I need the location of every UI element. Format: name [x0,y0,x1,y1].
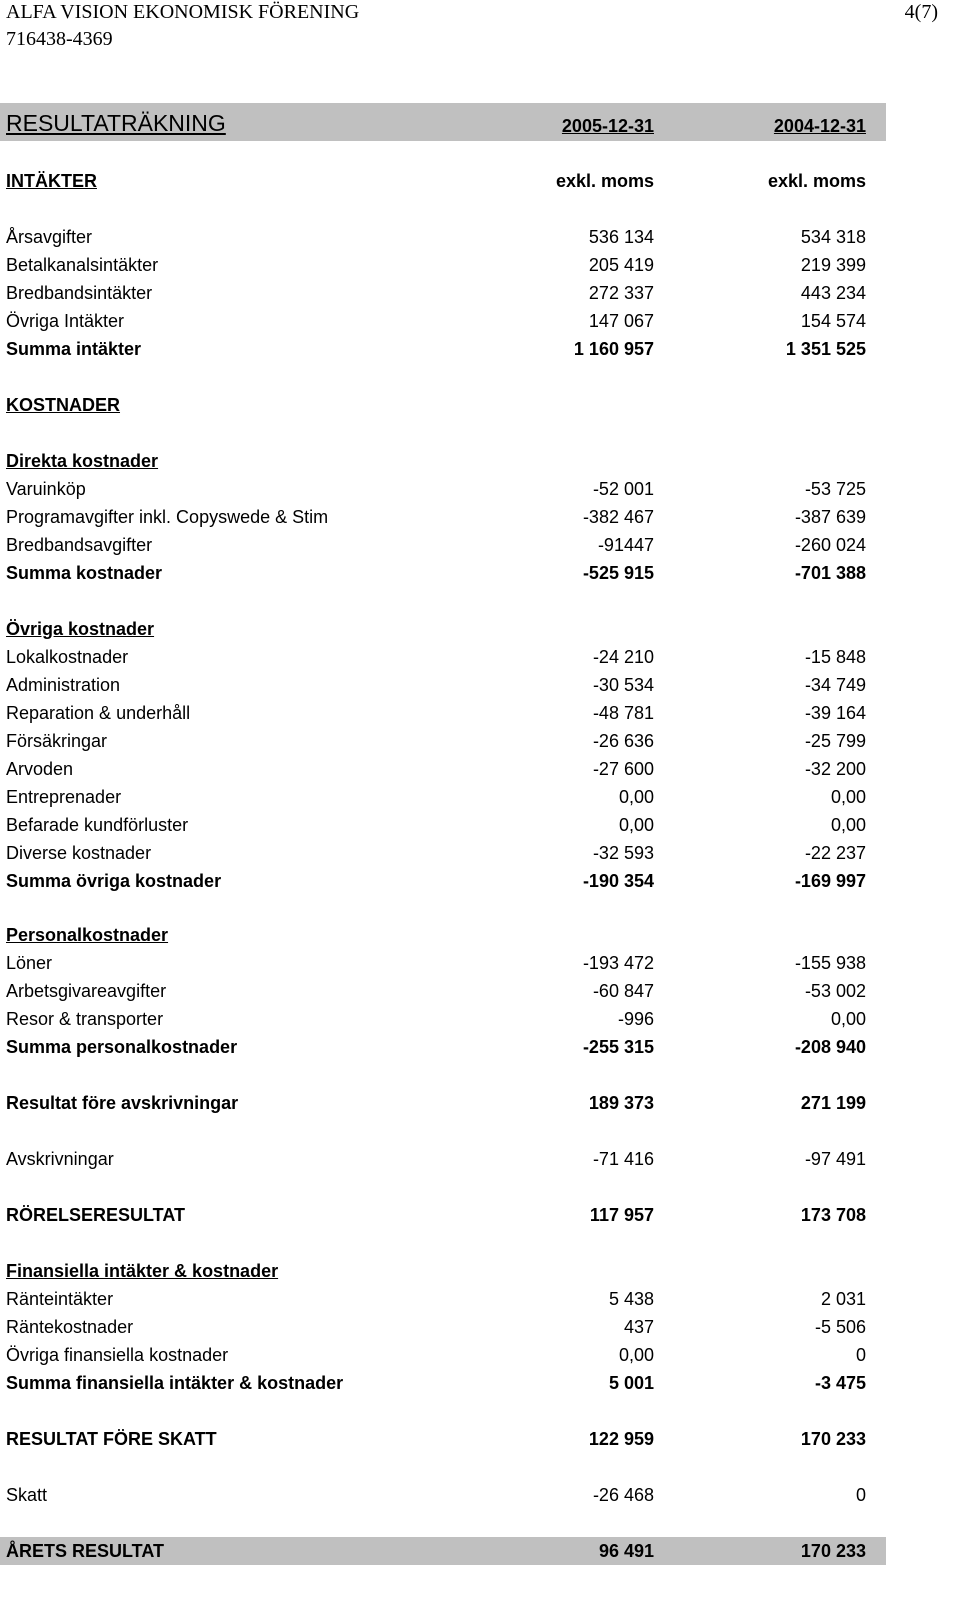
value-2005: 272 337 [588,283,654,303]
row-spacer [0,1509,886,1537]
table-row [0,1537,886,1565]
table-row [0,1145,886,1173]
row-spacer [0,895,886,921]
page-number: 4(7) [904,1,938,23]
table-row [0,1201,886,1229]
row-label: KOSTNADER [6,395,121,415]
value-2005: 0,00 [618,787,654,807]
value-2004: 170 233 [800,1541,866,1561]
value-2004: -5 506 [814,1317,866,1337]
value-2004: 219 399 [800,255,866,275]
row-label: Löner [6,953,53,973]
table-row [0,671,886,699]
value-2005: -32 593 [592,843,654,863]
row-spacer [0,1397,886,1425]
row-label: Diverse kostnader [6,843,152,863]
value-2004: 0 [855,1345,866,1365]
value-2004: -39 164 [804,703,866,723]
table-row [0,1285,886,1313]
value-2004: exkl. moms [767,171,866,191]
table-row [0,755,886,783]
value-2004: -169 997 [794,871,866,891]
row-spacer [0,1453,886,1481]
value-2004: -22 237 [804,843,866,863]
value-2005: 437 [623,1317,654,1337]
value-2005: 1 160 957 [573,339,654,359]
value-2004: 0,00 [830,815,866,835]
table-row [0,223,886,251]
row-label: Summa finansiella intäkter & kostnader [6,1373,344,1393]
value-2005: exkl. moms [555,171,654,191]
row-label: RÖRELSERESULTAT [6,1205,185,1225]
value-2004: 534 318 [800,227,866,247]
row-label: Summa kostnader [6,563,163,583]
row-label: Summa personalkostnader [6,1037,238,1057]
value-2004: -387 639 [794,507,866,527]
value-2005: -48 781 [592,703,654,723]
table-row [0,949,886,977]
row-label: Ränteintäkter [6,1289,114,1309]
row-label: Varuinköp [6,479,86,499]
table-row [0,279,886,307]
value-2005: 205 419 [588,255,654,275]
value-2004: -15 848 [804,647,866,667]
value-2005: 117 957 [589,1205,654,1225]
value-2004: 170 233 [800,1429,866,1449]
value-2004: -97 491 [804,1149,866,1169]
organization-name: ALFA VISION EKONOMISK FÖRENING [6,1,360,23]
organization-number: 716438-4369 [6,28,113,50]
table-row [0,643,886,671]
row-label: Försäkringar [6,731,108,751]
row-label: Bredbandsavgifter [6,535,153,555]
table-row [0,1033,886,1061]
value-2004: 443 234 [800,283,866,303]
row-label: Summa övriga kostnader [6,871,222,891]
row-label: Övriga finansiella kostnader [6,1345,229,1365]
row-spacer [0,363,886,391]
value-2005: 189 373 [588,1093,654,1113]
table-row [0,699,886,727]
table-row [0,447,886,475]
value-2005: -24 210 [592,647,654,667]
value-2004: 271 199 [800,1093,866,1113]
row-label: Befarade kundförluster [6,815,189,835]
value-2005: 5 438 [608,1289,654,1309]
table-row [0,1481,886,1509]
value-2005: -52 001 [592,479,654,499]
table-row [0,867,886,895]
value-2005: -382 467 [582,507,654,527]
table-row [0,1369,886,1397]
table-row [0,307,886,335]
value-2004: -3 475 [814,1373,866,1393]
value-2005: -525 915 [582,563,654,583]
value-2005: 147 067 [588,311,654,331]
value-2004: -53 725 [804,479,866,499]
row-spacer [0,1061,886,1089]
table-row [0,1341,886,1369]
value-2005: -26 636 [592,731,654,751]
value-2005: 5 001 [608,1373,654,1393]
row-label: Arvoden [6,759,74,779]
row-label: Personalkostnader [6,925,169,945]
row-label: Övriga kostnader [6,619,155,639]
row-label: ÅRETS RESULTAT [6,1541,164,1561]
table-row [0,811,886,839]
value-2005: 96 491 [598,1541,654,1561]
table-row [0,167,886,195]
value-2005: 122 959 [588,1429,654,1449]
row-label: Avskrivningar [6,1149,114,1169]
value-2004: 0 [855,1485,866,1505]
table-row [0,1005,886,1033]
table-row [0,335,886,363]
value-2004: -155 938 [794,953,866,973]
value-2005: -996 [617,1009,654,1029]
table-row [0,921,886,949]
table-row [0,503,886,531]
table-row [0,1257,886,1285]
row-label: Finansiella intäkter & kostnader [6,1261,279,1281]
row-label: Entreprenader [6,787,122,807]
value-2005: 536 134 [588,227,654,247]
value-2004: -53 002 [804,981,866,1001]
column-header-2005: 2005-12-31 [561,116,654,136]
table-row [0,615,886,643]
table-row [0,531,886,559]
row-spacer [0,1117,886,1145]
row-spacer [0,419,886,447]
value-2004: 0,00 [830,787,866,807]
row-label: RESULTAT FÖRE SKATT [6,1429,217,1449]
value-2004: 1 351 525 [785,339,866,359]
row-spacer [0,1229,886,1257]
value-2005: 0,00 [618,1345,654,1365]
row-label: INTÄKTER [6,171,97,191]
table-row [0,783,886,811]
value-2004: -208 940 [794,1037,866,1057]
table-row [0,977,886,1005]
table-row [0,559,886,587]
table-row [0,727,886,755]
table-row [0,1313,886,1341]
row-label: Resor & transporter [6,1009,164,1029]
statement-title: RESULTATRÄKNING [6,110,226,136]
income-statement-table [0,167,886,1565]
row-label: Lokalkostnader [6,647,129,667]
column-header-2004: 2004-12-31 [773,116,866,136]
row-label: Administration [6,675,121,695]
value-2004: 173 708 [800,1205,866,1225]
value-2005: -26 468 [592,1485,654,1505]
value-2005: -193 472 [582,953,654,973]
row-spacer [0,1173,886,1201]
value-2004: -32 200 [804,759,866,779]
value-2005: -71 416 [592,1149,654,1169]
row-label: Betalkanalsintäkter [6,255,159,275]
value-2005: -255 315 [582,1037,654,1057]
value-2004: -701 388 [794,563,866,583]
value-2004: 2 031 [820,1289,866,1309]
row-label: Bredbandsintäkter [6,283,153,303]
value-2004: 0,00 [830,1009,866,1029]
row-label: Programavgifter inkl. Copyswede & Stim [6,507,329,527]
table-row [0,1425,886,1453]
table-row [0,1089,886,1117]
row-label: Skatt [6,1485,48,1505]
value-2004: -34 749 [804,675,866,695]
table-row [0,251,886,279]
table-row [0,391,886,419]
value-2005: -190 354 [582,871,654,891]
row-label: Direkta kostnader [6,451,159,471]
value-2004: -25 799 [804,731,866,751]
value-2005: -27 600 [592,759,654,779]
row-label: Reparation & underhåll [6,703,191,723]
value-2004: -260 024 [794,535,866,555]
value-2005: -91447 [597,535,654,555]
row-label: Arbetsgivareavgifter [6,981,167,1001]
row-label: Resultat före avskrivningar [6,1093,239,1113]
row-spacer [0,195,886,223]
value-2005: 0,00 [618,815,654,835]
value-2005: -30 534 [592,675,654,695]
row-label: Övriga Intäkter [6,311,125,331]
table-row [0,839,886,867]
value-2005: -60 847 [592,981,654,1001]
table-row [0,475,886,503]
row-spacer [0,587,886,615]
row-label: Räntekostnader [6,1317,134,1337]
row-label: Summa intäkter [6,339,142,359]
row-label: Årsavgifter [6,227,93,247]
value-2004: 154 574 [800,311,866,331]
